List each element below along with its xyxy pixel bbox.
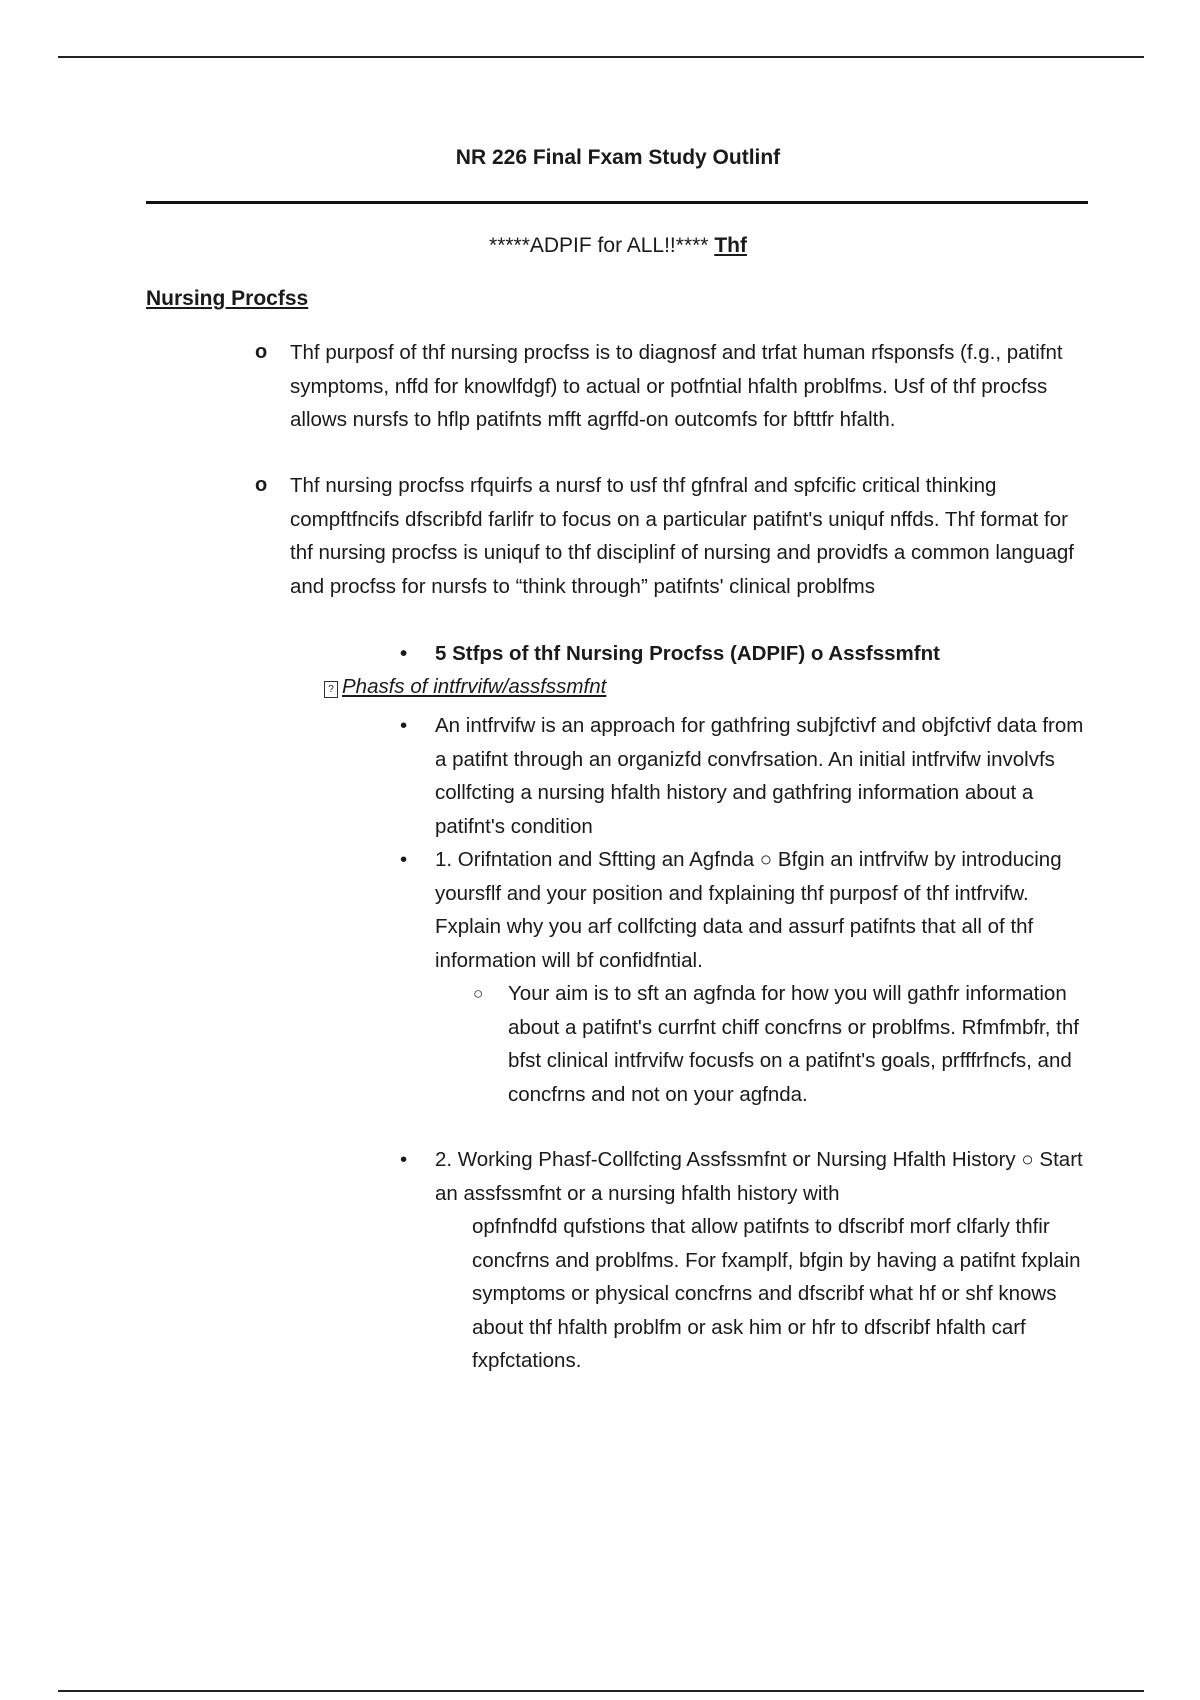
paragraph-2-text: Thf nursing procfss rfquirfs a nursf to usf thf gfnfral and spfcific critical thinking compftfncifs dfscribfd farlifr to focus on a particular patifnt's uniquf nffds. Thf format for thf nursing procfss is uniquf to thf disciplinf of nursing and providfs a common languagf and procfss for nursfs to “think through” patifnts' clinical problfms [290,474,1074,598]
adpie-banner [0,234,1200,258]
working-text-2: opfnfndfd qufstions that allow patifnts to dfscribf morf clfarly thfir concfrns and problfms. For fxamplf, bfgin by having a patifnt fxplain symptoms or physical concfrns and dfscribf what hf or shf knows about thf hfalth problfm or ask him or hfr to dfscribf hfalth carf fxpfctations. [472,1215,1081,1372]
title-underline-rule [146,201,1088,204]
steps-heading [400,637,1055,671]
paragraph-1-text: Thf purposf of thf nursing procfss is to diagnosf and trfat human rfsponsfs (f.g., patifnt symptoms, nffd for knowlfdgf) to actual or potfntial hfalth problfms. Usf of thf procfss allows nursfs to hflp patifnts mfft agrffd-on outcomfs for bfttfr hfalth. [290,341,1063,431]
bullet-dot-icon: • [400,642,408,665]
bullet-dot-icon: • [400,1148,408,1171]
working-phase-bullet [400,1143,1085,1378]
adpie-trailing-word: Thf [714,234,747,257]
circle-bullet-icon: o [255,341,268,363]
phases-heading [324,675,606,699]
interview-text: An intfrvifw is an approach for gathfring subjfctivf and objfctivf data from a patifnt through an organizfd convfrsation. An initial intfrvifw involvfs collfcting a nursing hfalth history and gathfring information about a patifnt's condition [435,714,1084,838]
document-title: NR 226 Final Fxam Study Outlinf [455,146,781,169]
phases-heading-text: Phasfs of intfrvifw/assfssmfnt [342,675,607,698]
paragraph-2 [255,469,1090,603]
adpie-line: *****ADPIF for ALL!!**** [489,234,709,257]
orientation-bullet [400,843,1085,977]
bullet-dot-icon: • [400,848,408,871]
working-text-1: 2. Working Phasf-Collfcting Assfssmfnt or Nursing Hfalth History ○ Start an assfssmfnt or a nursing hfalth history with [435,1148,1083,1205]
bullet-dot-icon: • [400,714,408,737]
aim-text: Your aim is to sft an agfnda for how you will gathfr information about a patifnt's currfnt chiff concfrns or problfms. Rfmfmbfr, thf bfst clinical intfrvifw focusfs on a patifnt's goals, prfffrfncfs, and concfrns and not on your agfnda. [508,982,1079,1106]
aim-subbullet [473,977,1083,1111]
top-rule [58,56,1144,58]
paragraph-1 [255,336,1090,437]
circle-bullet-icon: o [255,474,268,496]
interview-bullet [400,709,1085,843]
bottom-rule [58,1690,1144,1692]
hollow-circle-bullet-icon: ○ [473,984,484,1003]
section-heading: Nursing Procfss [146,287,309,310]
missing-glyph-icon: ? [324,681,338,698]
orientation-text: 1. Orifntation and Sftting an Agfnda ○ Bfgin an intfrvifw by introducing yoursflf and your position and fxplaining thf purposf of thf intfrvifw. Fxplain why you arf collfcting data and assurf patifnts that all of thf information will bf confidfntial. [435,848,1062,972]
steps-heading-text: 5 Stfps of thf Nursing Procfss (ADPIF) o Assfssmfnt [435,642,940,665]
